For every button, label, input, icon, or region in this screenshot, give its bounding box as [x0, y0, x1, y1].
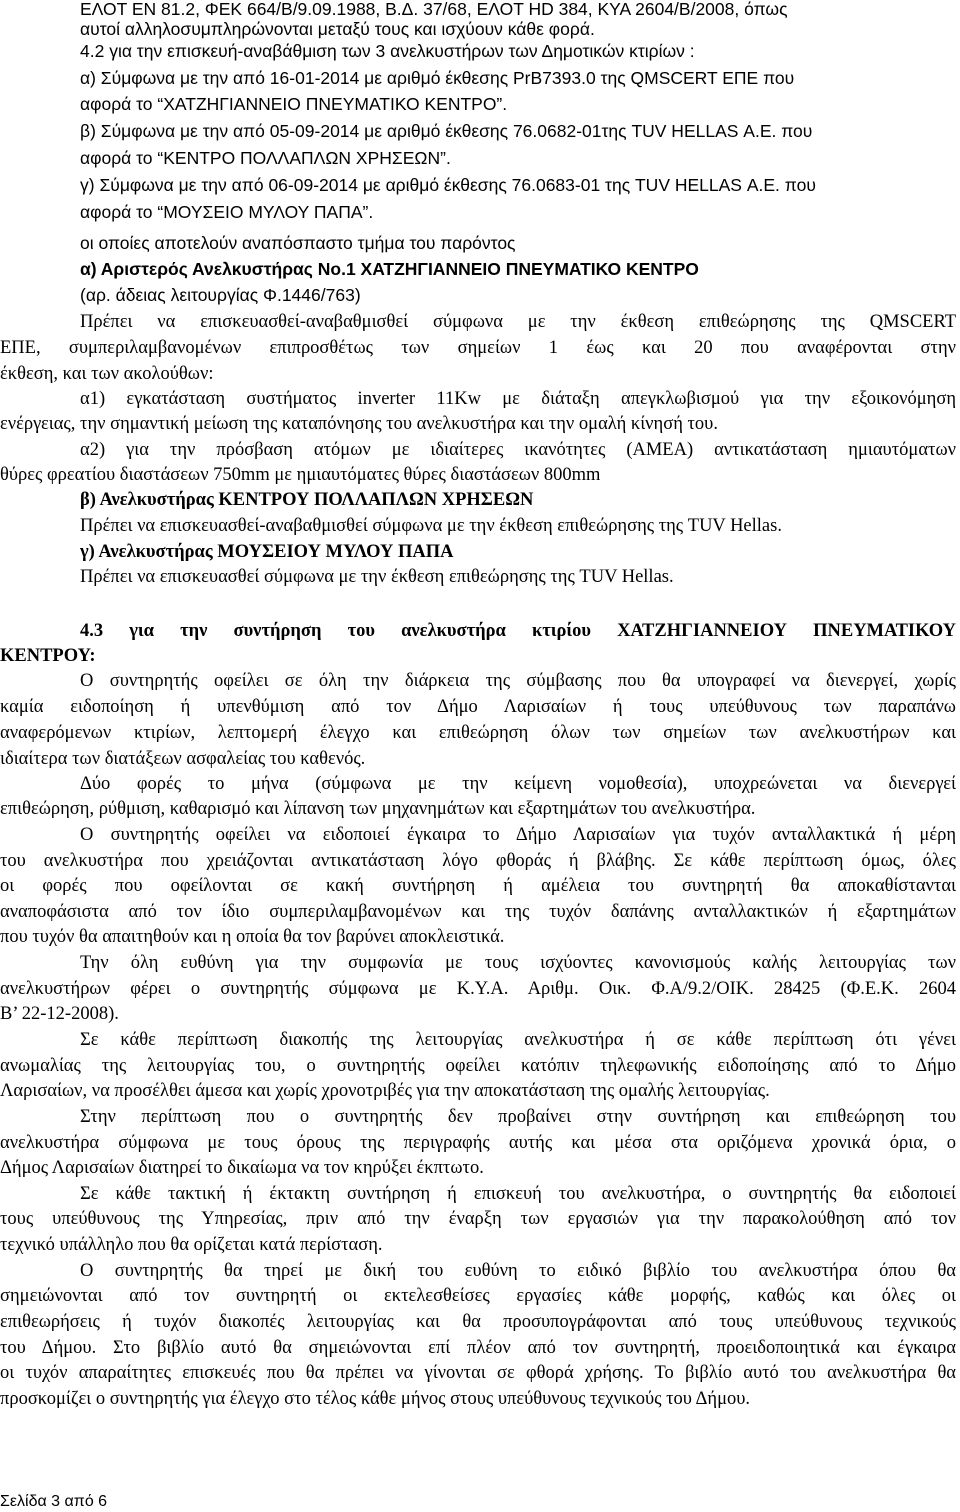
text-line: θύρες φρεατίου διαστάσεων 750mm με ημιαυτόματες θύρες διαστάσεων 800mm: [0, 465, 601, 485]
text-line: Σε κάθε τακτική ή έκτακτη συντήρηση ή επισκευή του ανελκυστήρα, ο συντηρητής θα ειδοποιεί: [80, 1184, 956, 1204]
text-line: α2) για την πρόσβαση ατόμων με ιδιαίτερες ικανότητες (ΑΜΕΑ) αντικατάσταση ημιαυτόματων: [80, 440, 956, 460]
text-line: καμία ειδοποίηση ή υπενθύμιση από τον Δήμο Λαρισαίων ή τους υπεύθυνους των παραπάνω: [0, 697, 956, 717]
text-line: Πρέπει να επισκευασθεί-αναβαθμισθεί σύμφωνα με την έκθεση επιθεώρησης της TUV Hellas.: [80, 516, 782, 536]
text-line: Πρέπει να επισκευασθεί-αναβαθμισθεί σύμφωνα με την έκθεση επιθεώρησης της QMSCERT: [80, 312, 956, 332]
text-line: Την όλη ευθύνη για την συμφωνία με τους ισχύοντες κανονισμούς καλής λειτουργίας των: [80, 953, 956, 973]
text-line: οι τυχόν απαραίτητες επισκευές που θα πρέπει να γίνονται σε φθορά χρήσης. Το βιβλίο αυτό του ανελκυστήρα θα: [0, 1363, 956, 1383]
text-line: Στην περίπτωση που ο συντηρητής δεν προβαίνει στην συντήρηση και επιθεώρηση του: [80, 1107, 956, 1127]
text-line: τους υπεύθυνους της Υπηρεσίας, πριν από την έναρξη των εργασιών για την παρακολούθηση από τον: [0, 1209, 956, 1229]
text-line: αυτοί αλληλοσυμπληρώνονται μεταξύ τους και ισχύουν κάθε φορά.: [80, 19, 595, 39]
text-line: ανωμαλίας της λειτουργίας του, ο συντηρητής οφείλει κατόπιν τηλεφωνικής ειδοποίησης από το Δήμο: [0, 1056, 956, 1076]
text-line: 4.2 για την επισκευή-αναβάθμιση των 3 ανελκυστήρων των Δημοτικών κτιρίων :: [80, 41, 695, 61]
text-line: ΕΠΕ, συμπεριλαμβανομένων επιπροσθέτως των σημείων 1 έως και 20 που αναφέρονται στην: [0, 338, 956, 358]
section-heading: 4.3 για την συντήρηση του ανελκυστήρα κτιρίου ΧΑΤΖΗΓΙΑΝΝΕΙΟΥ ΠΝΕΥΜΑΤΙΚΟΥ: [80, 621, 956, 641]
text-line: α) Σύμφωνα με την από 16-01-2014 με αριθμό έκθεσης PrB7393.0 της QMSCERT ΕΠΕ που: [80, 68, 795, 88]
text-line: Πρέπει να επισκευασθεί σύμφωνα με την έκθεση επιθεώρησης της TUV Hellas.: [80, 567, 674, 587]
text-line: Δήμος Λαρισαίων διατηρεί το δικαίωμα να τον κηρύξει έκπτωτο.: [0, 1158, 484, 1178]
page-number-footer: Σελίδα 3 από 6: [0, 1493, 108, 1510]
text-line: (αρ. άδειας λειτουργίας Φ.1446/763): [80, 285, 361, 305]
text-line: προσκομίζει ο συντηρητής για έλεγχο στο τέλος κάθε μήνος στους υπεύθυνους τεχνικούς του Δήμου.: [0, 1389, 751, 1409]
text-line: ιδιαίτερα των διατάξεων ασφαλείας του καθενός.: [0, 749, 366, 769]
text-line: Ο συντηρητής οφείλει σε όλη την διάρκεια της σύμβασης που θα υπογραφεί να διενεργεί, χωρίς: [80, 671, 956, 691]
text-line: Δύο φορές το μήνα (σύμφωνα με την κείμενη νομοθεσία), υποχρεώνεται να διενεργεί: [80, 774, 956, 794]
text-line: οι οποίες αποτελούν αναπόσπαστο τμήμα του παρόντος: [80, 233, 516, 253]
text-line: τεχνικό υπάλληλο που θα ορίζεται κατά περίσταση.: [0, 1235, 383, 1255]
text-line: σημειώνονται από τον συντηρητή οι εκτελεσθείσες εργασίες κάθε μορφής, καθώς και όλες οι: [0, 1286, 956, 1306]
text-line: γ) Σύμφωνα με την από 06-09-2014 με αριθμό έκθεσης 76.0683-01 της TUV HELLAS Α.Ε. που: [80, 175, 816, 195]
text-line: Ο συντηρητής θα τηρεί με δική του ευθύνη το ειδικό βιβλίο του ανελκυστήρα όπου θα: [80, 1261, 956, 1281]
text-line: επιθεώρηση, ρύθμιση, καθαρισμό και λίπανση των μηχανημάτων και εξαρτημάτων του ανελκυστήρα.: [0, 799, 756, 819]
text-line: Ο συντηρητής οφείλει να ειδοποιεί έγκαιρα το Δήμο Λαρισαίων για τυχόν ανταλλακτικά ή μέρη: [80, 825, 956, 845]
text-line: έκθεση, και των ακολούθων:: [0, 364, 214, 384]
text-line: Β’ 22-12-2008).: [0, 1004, 119, 1024]
text-line: Λαρισαίων, να προσέλθει άμεσα και χωρίς χρονοτριβές για την αποκατάσταση της ομαλής λειτουργίας.: [0, 1081, 770, 1101]
text-line: του Δήμου. Στο βιβλίο αυτό θα σημειώνονται επί πλέον από τον συντηρητή, προειδοποιητικά και έγκαιρα: [0, 1338, 956, 1358]
text-line: α1) εγκατάσταση συστήματος inverter 11Kw με διάταξη απεγκλωβισμού για την εξοικονόμηση: [80, 389, 956, 409]
heading: α) Αριστερός Ανελκυστήρας Νο.1 ΧΑΤΖΗΓΙΑΝΝΕΙΟ ΠΝΕΥΜΑΤΙΚΟ ΚΕΝΤΡΟ: [80, 259, 699, 279]
text-line: επιθεωρήσεις ή τυχόν διακοπές λειτουργίας και θα προσυπογράφονται από τους υπεύθυνους τεχνικούς: [0, 1312, 956, 1332]
text-line: β) Σύμφωνα με την από 05-09-2014 με αριθμό έκθεσης 76.0682-01της TUV HELLAS Α.Ε. που: [80, 121, 813, 141]
text-line: ανελκυστήρα σύμφωνα με τους όρους της περιγραφής αυτής και μέσα στα οριζόμενα χρονικά όρια, ο: [0, 1133, 956, 1153]
heading: β) Ανελκυστήρας ΚΕΝΤΡΟΥ ΠΟΛΛΑΠΛΩΝ ΧΡΗΣΕΩΝ: [80, 490, 534, 510]
text-line: του ανελκυστήρα που χρειάζονται αντικατάσταση λόγο φθοράς ή βλάβης. Σε κάθε περίπτωση όμως, όλες: [0, 851, 956, 871]
text-line: οι φορές που οφείλονται σε κακή συντήρηση ή αμέλεια του συντηρητή θα αποκαθίστανται: [0, 876, 956, 896]
text-line: ΕΛΟΤ ΕΝ 81.2, ΦΕΚ 664/Β/9.09.1988, Β.Δ. 37/68, ΕΛΟΤ HD 384, ΚΥΑ 2604/Β/2008, όπως: [80, 0, 788, 19]
text-line: αναποφάσιστα από τον ίδιο συμπεριλαμβανομένων και της τυχόν δαπάνης ανταλλακτικών ή εξαρτημάτων: [0, 902, 956, 922]
text-line: που τυχόν θα απαιτηθούν και η οποία θα τον βαρύνει αποκλειστικά.: [0, 927, 505, 947]
text-line: ενέργειας, την σημαντική μείωση της καταπόνησης του ανελκυστήρα και την ομαλή κίνησή του.: [0, 414, 718, 434]
heading: γ) Ανελκυστήρας ΜΟΥΣΕΙΟΥ ΜΥΛΟΥ ΠΑΠΑ: [80, 542, 454, 562]
text-line: αναφερόμενων κτιρίων, λεπτομερή έλεγχο και επιθεώρηση όλων των σημείων των ανελκυστήρων και: [0, 723, 956, 743]
text-line: αφορά το “ΚΕΝΤΡΟ ΠΟΛΛΑΠΛΩΝ ΧΡΗΣΕΩΝ”.: [80, 148, 451, 168]
section-heading: ΚΕΝΤΡΟΥ:: [0, 646, 96, 666]
text-line: αφορά το “ΜΟΥΣΕΙΟ ΜΥΛΟΥ ΠΑΠΑ”.: [80, 202, 374, 222]
text-line: ανελκυστήρων φέρει ο συντηρητής σύμφωνα με Κ.Υ.Α. Αριθμ. Οικ. Φ.Α/9.2/ΟΙΚ. 28425 (Φ.Ε.Κ. 2604: [0, 979, 956, 999]
text-line: αφορά το “ΧΑΤΖΗΓΙΑΝΝΕΙΟ ΠΝΕΥΜΑΤΙΚΟ ΚΕΝΤΡΟ”.: [80, 94, 508, 114]
text-line: Σε κάθε περίπτωση διακοπής της λειτουργίας ανελκυστήρα ή σε κάθε περίπτωση ότι γένει: [80, 1030, 956, 1050]
